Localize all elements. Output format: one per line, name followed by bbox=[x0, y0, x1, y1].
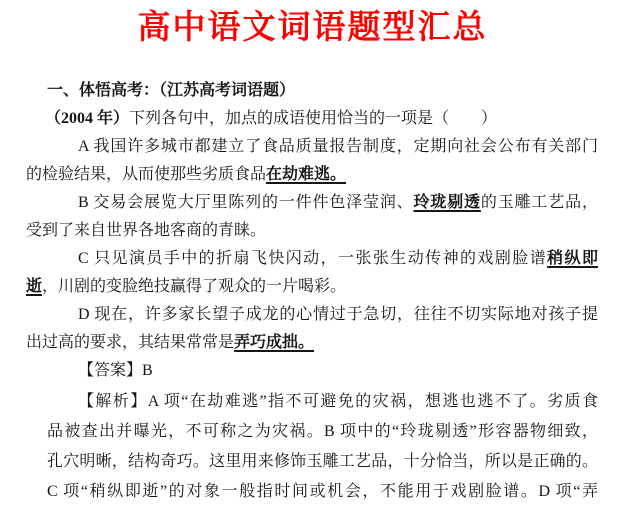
idiom-underline: 弄巧成拙。 bbox=[234, 334, 315, 351]
idiom-underline: 稍纵即 bbox=[547, 250, 598, 267]
analysis-line-4: C 项“稍纵即逝”的对象一般指时间或机会，不能用于戏剧脸谱。D 项“弄 bbox=[47, 483, 598, 500]
text-run: D 现在，许多家长望子成龙的心情过于急切，往往不切实际地对孩子提 bbox=[78, 306, 598, 323]
document-body bbox=[26, 77, 598, 507]
option-d-line-2 bbox=[26, 329, 598, 357]
option-a-line-2 bbox=[26, 161, 598, 189]
text-run: 出过高的要求，其结果常常是 bbox=[26, 334, 235, 351]
analysis-line-3: 孔穴明晰，结构奇巧。这里用来修饰玉雕工艺品，十分恰当，所以是正确的。 bbox=[47, 453, 598, 470]
text-run: 的玉雕工艺品， bbox=[480, 194, 598, 211]
option-a-line-1 bbox=[26, 133, 598, 161]
question-line bbox=[26, 105, 598, 133]
section-heading: 一、体悟高考：（江苏高考词语题） bbox=[47, 82, 296, 99]
doc-title: 高中语文词语题型汇总 bbox=[137, 10, 488, 46]
option-b-line-1 bbox=[26, 189, 598, 217]
text-run: ，川剧的变脸绝技赢得了观众的一片喝彩。 bbox=[42, 278, 347, 295]
option-d-line-1 bbox=[26, 301, 598, 329]
analysis-line-1: 【解析】A 项“在劫难逃”指不可避免的灾祸，想逃也逃不了。劣质食 bbox=[78, 393, 598, 410]
text-run: 受到了来自世界各地客商的青睐。 bbox=[26, 222, 267, 239]
idiom-underline: 逝 bbox=[26, 278, 43, 295]
option-c-line-1 bbox=[26, 245, 598, 273]
idiom-underline: 玲珑剔透 bbox=[413, 194, 481, 211]
question-year: （2004 年） bbox=[45, 110, 130, 127]
text-run: B 交易会展览大厅里陈列的一件件色泽莹润、 bbox=[78, 194, 414, 211]
question-text: 下列各句中，加点的成语使用恰当的一项是（ ） bbox=[129, 110, 498, 127]
analysis-line-2: 品被查出并曝光，不可称之为灾祸。B 项中的“玲珑剔透”形容器物细致， bbox=[47, 423, 598, 440]
analysis-paragraph bbox=[47, 387, 598, 507]
text-run: A 我国许多城市都建立了食品质量报告制度，定期向社会公布有关部门 bbox=[78, 138, 598, 155]
answer-line: 【答案】B bbox=[78, 362, 153, 379]
text-run: 的检验结果，从而使那些劣质食品 bbox=[26, 166, 267, 183]
option-b-line-2 bbox=[26, 217, 598, 245]
idiom-underline: 在劫难逃。 bbox=[266, 166, 347, 183]
text-run: C 只见演员手中的折扇飞快闪动，一张张生动传神的戏剧脸谱 bbox=[78, 250, 548, 267]
option-c-line-2 bbox=[26, 273, 598, 301]
